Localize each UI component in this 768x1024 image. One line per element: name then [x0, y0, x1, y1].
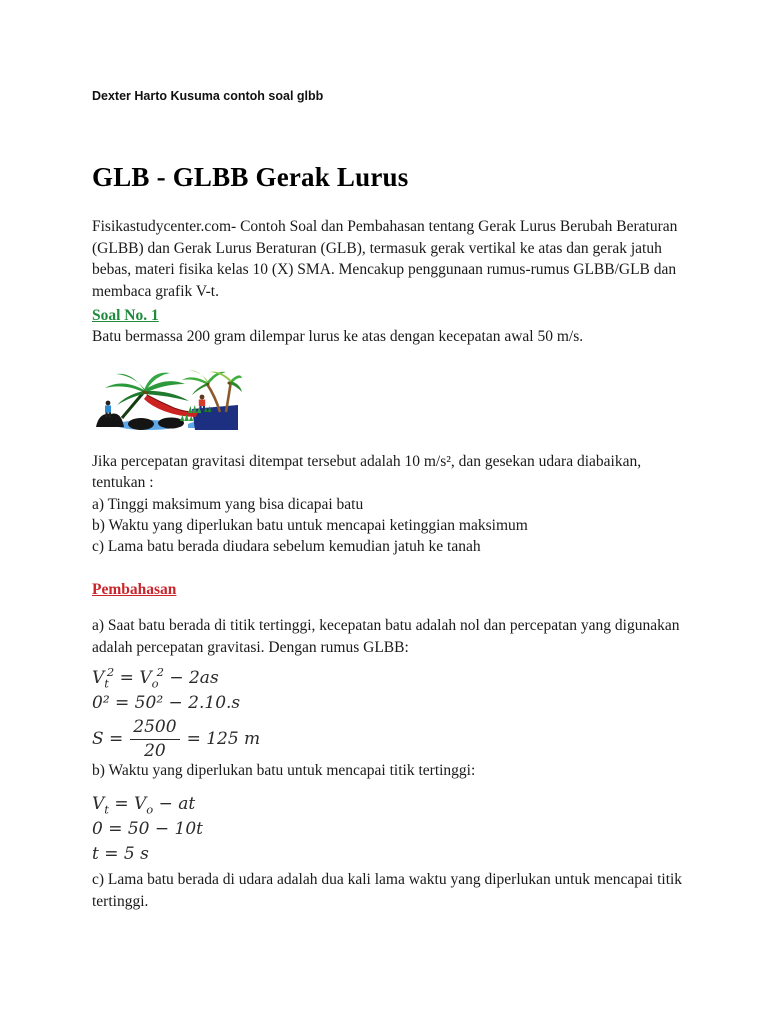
problem-heading: Soal No. 1 — [92, 307, 159, 324]
formula-line-1: $V_t = V_o$ − at — [92, 794, 196, 817]
discussion-part-b-text: b) Waktu yang diperlukan batu untuk mencapai titik tertinggi: — [92, 762, 476, 779]
document-header-author-line: Dexter Harto Kusuma contoh soal glbb — [92, 89, 324, 103]
formula-block-velocity — [92, 794, 688, 869]
page-title: GLB - GLBB Gerak Lurus — [92, 162, 409, 192]
right-person-figure — [199, 395, 205, 411]
red-slide-shape — [144, 395, 198, 417]
problem-statement: Batu bermassa 200 gram dilempar lurus ke atas dengan kecepatan awal 50 m/s. — [92, 328, 584, 345]
problem-given-block — [92, 451, 688, 557]
tropical-island-illustration — [92, 368, 242, 432]
formula-block-glbb — [92, 665, 688, 761]
discussion-part-a-text: a) Saat batu berada di titik tertinggi, kecepatan batu adalah nol dan percepatan yang digunakan adalah percepatan gravitasi. Dengan rumus GLBB: — [92, 617, 680, 656]
discussion-part-c-text: c) Lama batu berada di udara adalah dua kali lama waktu yang diperlukan untuk mencapai titik tertinggi. — [92, 871, 683, 910]
formula-line-3: S = $\frac{2500}{20}$ = 125 m — [92, 717, 261, 761]
formula-line-2: 0² = 50² − 2.10.s — [92, 693, 241, 713]
ask-label: tentukan : — [92, 474, 154, 492]
discussion-heading: Pembahasan — [92, 581, 177, 598]
fraction: $\frac{2500}{20}$ — [130, 718, 179, 761]
intro-paragraph: Fisikastudycenter.com- Contoh Soal dan Pembahasan tentang Gerak Lurus Berubah Beraturan (GLBB) dan Gerak Lurus Beraturan (GLB), termasuk gerak vertikal ke atas dan gerak jatuh bebas, materi fisika kelas 10 (X) SMA. Mencakup penggunaan rumus-rumus GLBB/GLB dan membaca grafik V-t. — [92, 218, 678, 300]
question-item-c: c) Lama batu berada diudara sebelum kemudian jatuh ke tanah — [92, 538, 481, 556]
question-item-a: a) Tinggi maksimum yang bisa dicapai batu — [92, 495, 364, 513]
given-line: Jika percepatan gravitasi ditempat tersebut adalah 10 m/s², dan gesekan udara diabaikan, — [92, 453, 642, 470]
question-item-b: b) Waktu yang diperlukan batu untuk mencapai ketinggian maksimum — [92, 516, 528, 534]
formula-line-2: 0 = 50 − 10t — [92, 819, 204, 839]
formula-line-1: $V_t^2 = V_o^2 - 2as$ — [92, 665, 219, 691]
formula-line-3: t = 5 s — [92, 844, 149, 864]
